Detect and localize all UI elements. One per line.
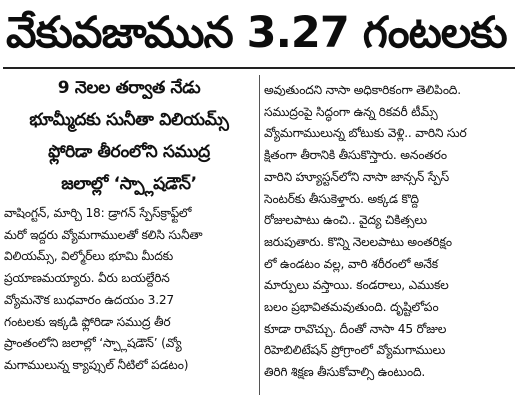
subheadline-line: ఫ్లోరిడా తీరంలోని సముద్ర (48, 142, 210, 162)
article-line: మగాములున్న క్యాప్సుల్ నీటిలో పడటం) (4, 357, 189, 372)
article-line: రిహెబిలిటేషన్ ప్రోగ్రాంలో వ్యోమగాములు (264, 343, 446, 358)
article-line: అవుతుందని నాసా అధికారికంగా తెలిపింది. (264, 83, 461, 97)
article-line: ప్రాంతంలోని జలాల్లో ‘స్ప్లాషడౌన్’ (వ్యో (4, 336, 182, 351)
article-line: మార్పులు వస్తాయి. కండరాలు, ఎముకల (264, 278, 449, 293)
left-column (4, 72, 254, 398)
headline-divider (3, 67, 515, 69)
subheadline-line: భూమ్మీదకు సునీతా విలియమ్స్ (29, 110, 229, 130)
article-line: ప్రయాణమయ్యారు. వీరు బయల్దేరిన (4, 271, 170, 286)
article-line: గంటలకు ఇక్కడి ఫ్లోరిడా సముద్ర తీర (4, 314, 171, 329)
article-line: సముద్రంపై సిద్ధంగా ఉన్న రికవరీ టీమ్స్ (264, 104, 438, 119)
article-line: వారిని హ్యూస్టన్‌లోని నాసా జాన్సన్ స్పేస్ (264, 169, 449, 184)
subheadline-line: జలాల్లో ‘స్ప్లాషడౌన్’ (61, 174, 197, 194)
column-divider (259, 75, 260, 395)
article-line: వ్యోమనౌక బుధవారం ఉదయం 3.27 (4, 292, 174, 307)
article-line: సెంటర్‌కు తీసుకెళ్తారు. అక్కడ కొద్ది (264, 191, 419, 206)
article-line: రోజులపాటు ఉంచి.. వైద్య చికిత్సలు (264, 213, 427, 228)
article-line: విలియమ్స్, విల్మోర్‌లు భూమి మీదకు (4, 249, 173, 264)
article-line: క్షితంగా తీరానికి తీసుకొస్తారు. అనంతరం (264, 148, 447, 163)
article-line: కూడా రావొచ్చు. దీంతో నాసా 45 రోజుల (264, 321, 447, 336)
article-line: జరుపుతారు. కొన్ని నెలలపాటు అంతరిక్షం (264, 234, 452, 249)
right-column (264, 80, 514, 398)
article-line: తిరిగి శిక్షణ తీసుకోవాల్సి ఉంటుంది. (264, 365, 426, 380)
article-line: వాషింగ్టన్, మార్చి 18: డ్రాగన్ స్పేస్‌క్రాఫ్ట్‌లో (4, 206, 192, 220)
article-line: మరో ఇద్దరు వ్యోమగాములతో కలిసి సునీతా (4, 227, 203, 242)
article-line: బలం ప్రభావితమవుతుంది. దృష్టిలోపం (264, 300, 439, 315)
subheadline-line: 9 నెలల తర్వాత నేడు (57, 78, 201, 98)
article-line: వ్యోమగాములున్న బోటుకు వెళ్లి.. వారిని సుర (264, 126, 467, 141)
headline: వేకువజామున 3.27 గంటలకు (6, 8, 507, 58)
article-line: లో ఉండటం వల్ల, వారి శరీరంలో అనేక (264, 256, 438, 271)
